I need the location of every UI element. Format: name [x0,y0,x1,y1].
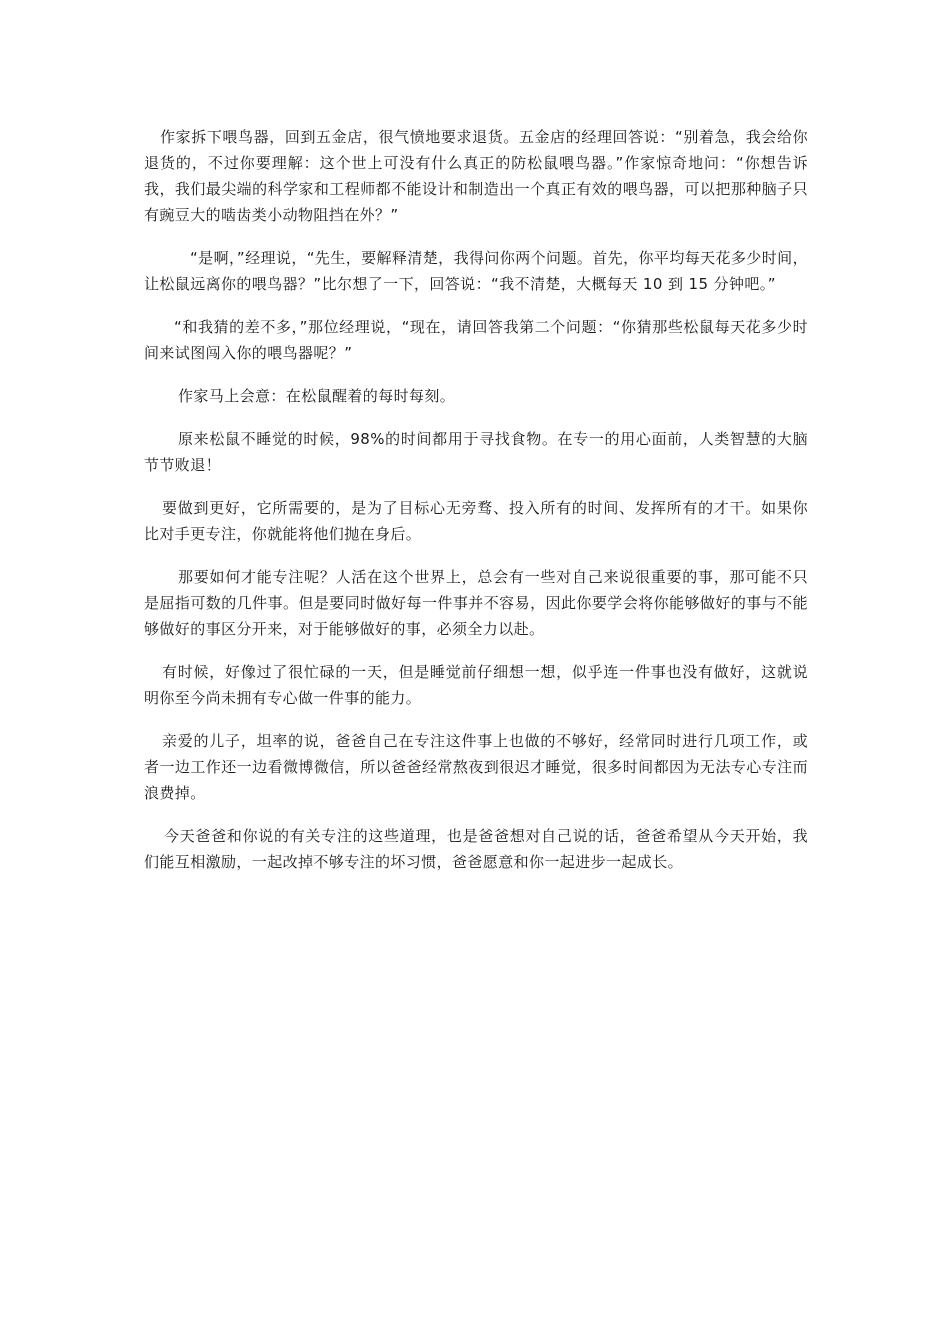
paragraph-1: 作家拆下喂鸟器，回到五金店，很气愤地要求退货。五金店的经理回答说：“别着急，我会给你退货的，不过你要理解：这个世上可没有什么真正的防松鼠喂鸟器。”作家惊奇地问：“你想告诉我，我们最尖端的科学家和工程师都不能设计和制造出一个真正有效的喂鸟器，可以把那种脑子只有豌豆大的啮齿类小动物阻挡在外？” [144,128,808,224]
article-body [144,124,808,892]
paragraph-3: “和我猜的差不多，”那位经理说，“现在，请回答我第二个问题：“你猜那些松鼠每天花多少时间来试图闯入你的喂鸟器呢？” [144,318,808,362]
paragraph-4: 作家马上会意：在松鼠醒着的每时每刻。 [178,387,456,405]
paragraph-2: “是啊，”经理说，“先生，要解释清楚，我得问你两个问题。首先，你平均每天花多少时间，让松鼠远离你的喂鸟器？”比尔想了一下，回答说：“我不清楚，大概每天 10 到 15 分钟吧。” [144,249,808,293]
paragraph-10: 今天爸爸和你说的有关专注的这些道理，也是爸爸想对自己说的话，爸爸希望从今天开始，我们能互相激励，一起改掉不够专注的坏习惯，爸爸愿意和你一起进步一起成长。 [144,827,808,871]
paragraph-5: 原来松鼠不睡觉的时候，98%的时间都用于寻找食物。在专一的用心面前，人类智慧的大脑节节败退！ [144,430,808,474]
paragraph-6: 要做到更好，它所需要的，是为了目标心无旁骛、投入所有的时间、发挥所有的才干。如果你比对手更专注，你就能将他们抛在身后。 [144,499,808,543]
paragraph-9: 亲爱的儿子，坦率的说，爸爸自己在专注这件事上也做的不够好，经常同时进行几项工作，或者一边工作还一边看微博微信，所以爸爸经常熬夜到很迟才睡觉，很多时间都因为无法专心专注而浪费掉。 [144,732,808,802]
paragraph-8: 有时候，好像过了很忙碌的一天，但是睡觉前仔细想一想，似乎连一件事也没有做好，这就说明你至今尚未拥有专心做一件事的能力。 [144,663,808,707]
paragraph-7: 那要如何才能专注呢？人活在这个世界上，总会有一些对自己来说很重要的事，那可能不只是屈指可数的几件事。但是要同时做好每一件事并不容易，因此你要学会将你能够做好的事与不能够做好的事区分开来，对于能够做好的事，必须全力以赴。 [144,568,808,638]
